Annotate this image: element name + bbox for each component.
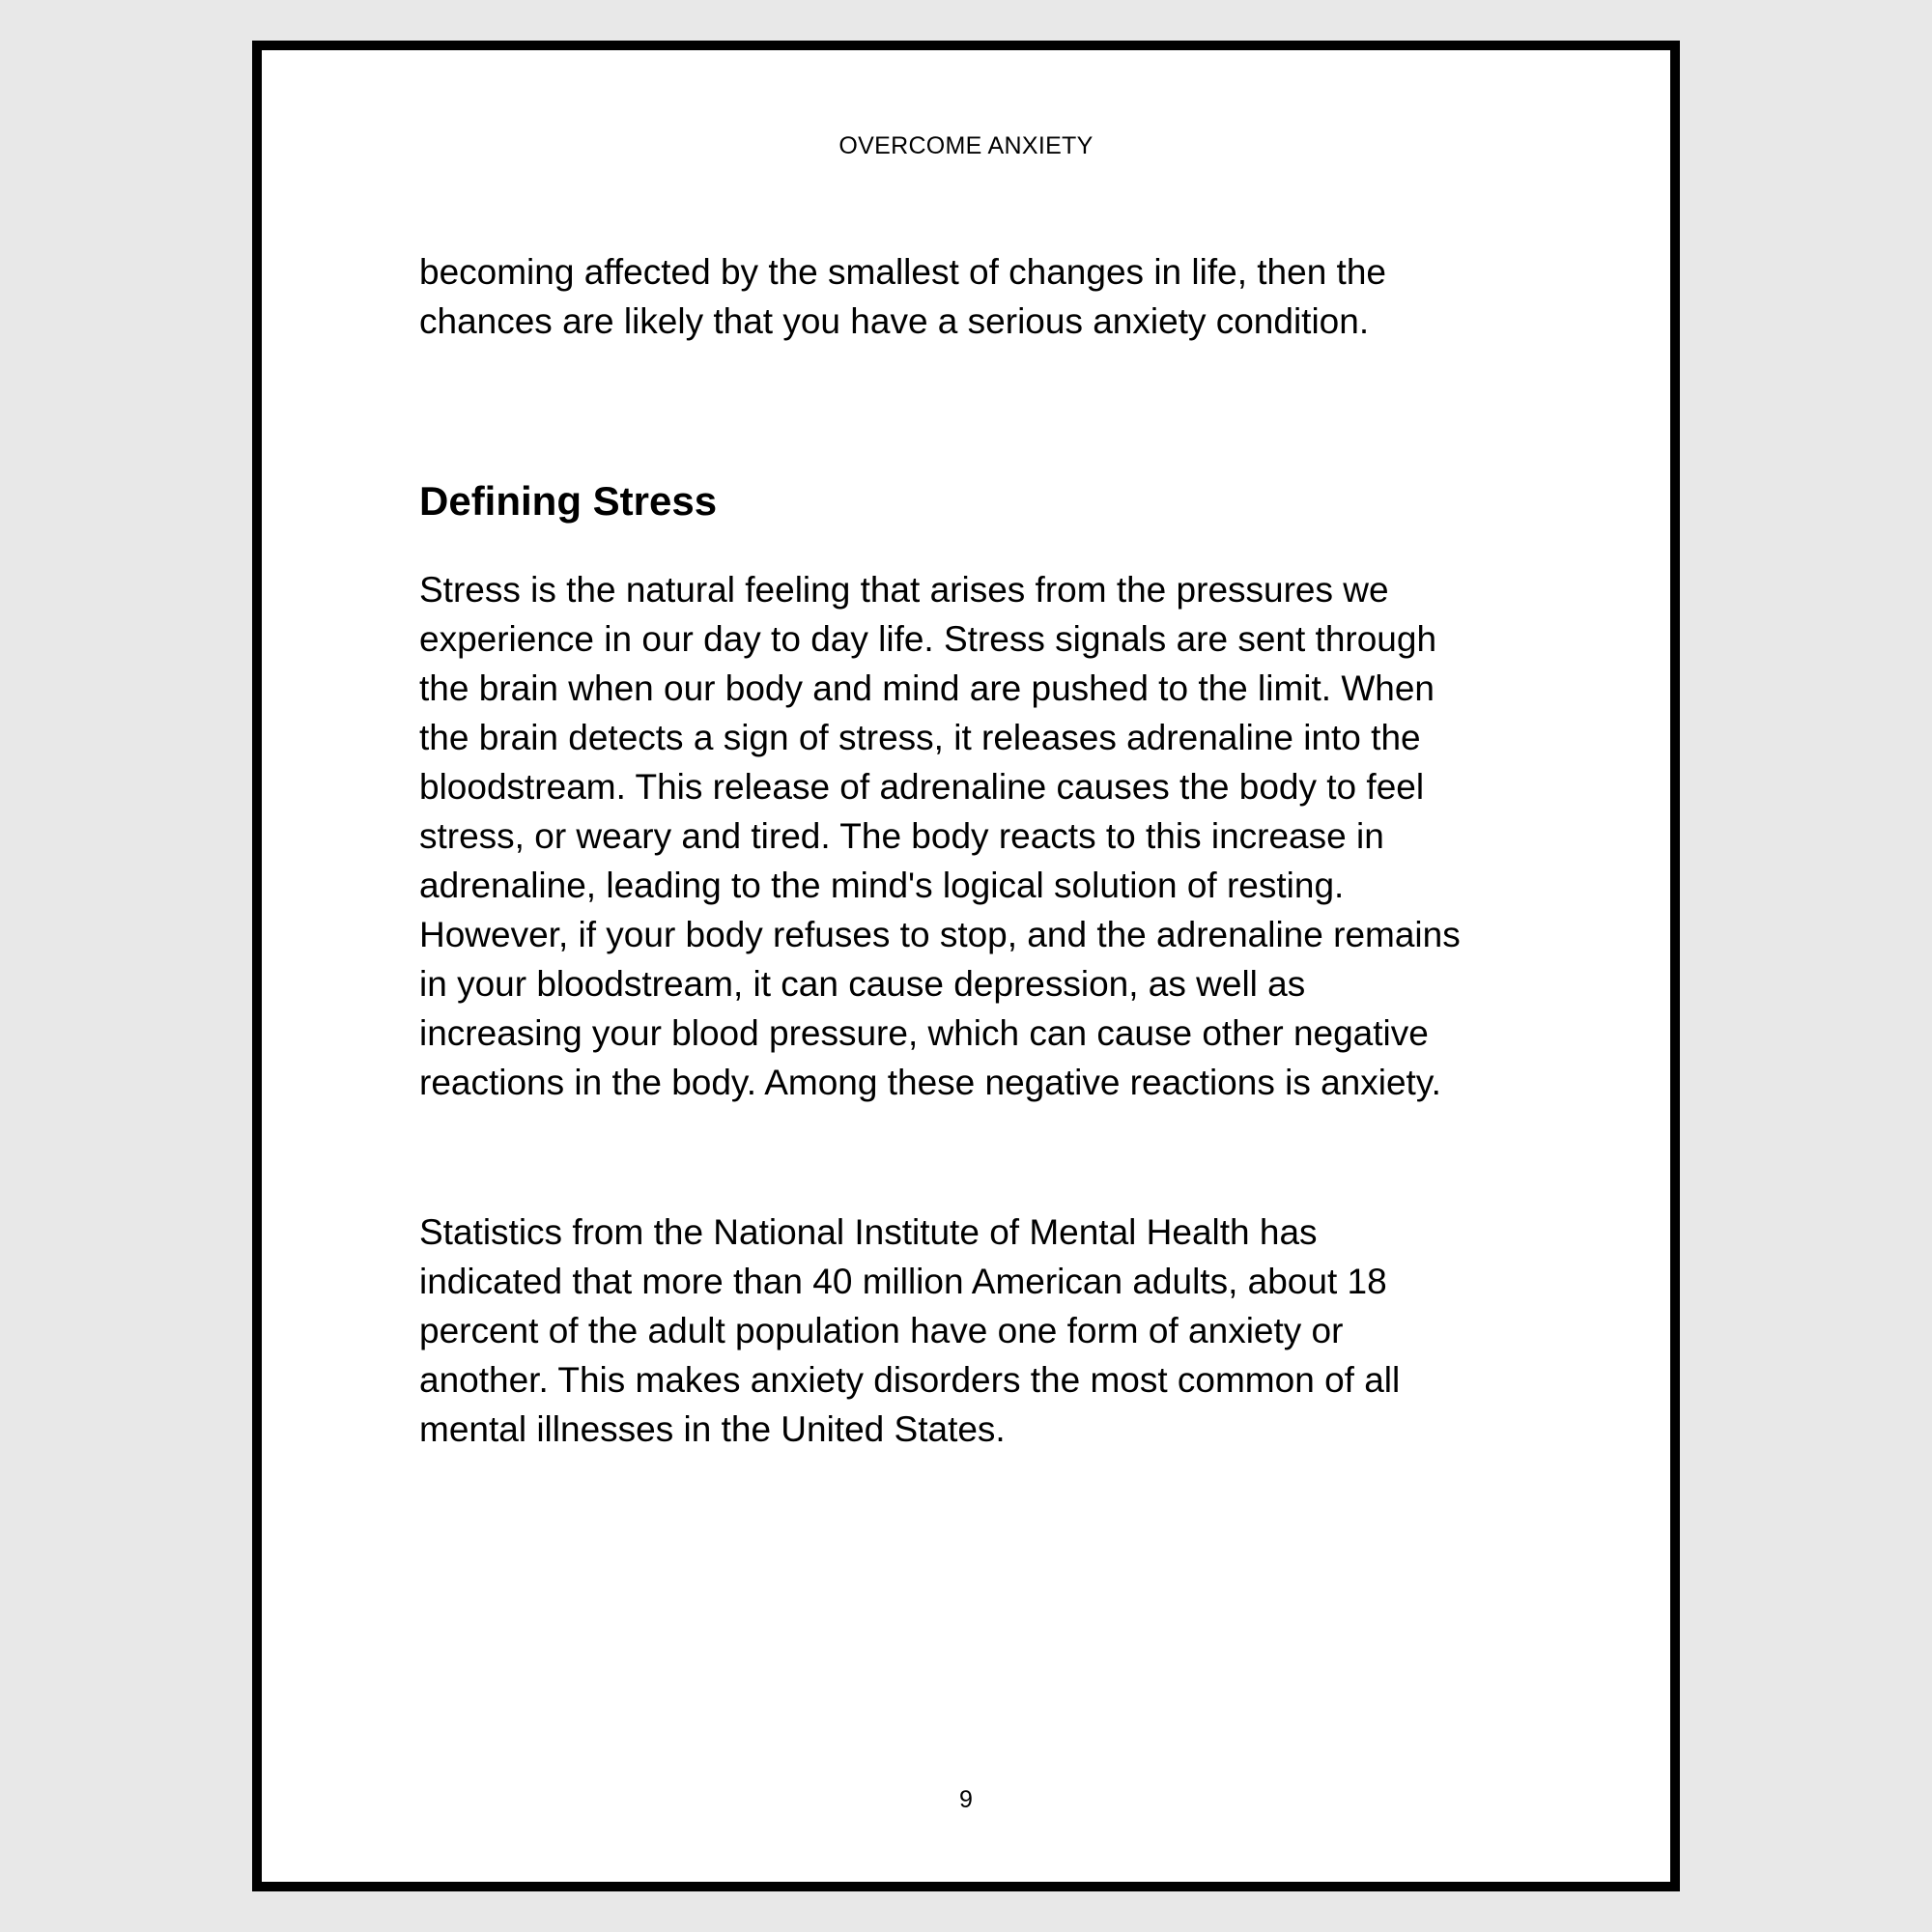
text-line: in your bloodstream, it can cause depression, as well as bbox=[419, 964, 1306, 1004]
body-paragraph-statistics bbox=[419, 1208, 1530, 1454]
text-line: chances are likely that you have a serious anxiety condition. bbox=[419, 301, 1370, 341]
text-line: experience in our day to day life. Stress signals are sent through bbox=[419, 619, 1437, 659]
text-line: adrenaline, leading to the mind's logical solution of resting. bbox=[419, 866, 1345, 905]
text-line: reactions in the body. Among these negative reactions is anxiety. bbox=[419, 1063, 1441, 1102]
document-page bbox=[252, 41, 1680, 1891]
text-line: stress, or weary and tired. The body reacts to this increase in bbox=[419, 816, 1384, 856]
text-line: becoming affected by the smallest of changes in life, then the bbox=[419, 252, 1386, 292]
text-line: increasing your blood pressure, which can cause other negative bbox=[419, 1013, 1429, 1053]
page-number: 9 bbox=[959, 1786, 973, 1813]
text-line: the brain when our body and mind are pushed to the limit. When bbox=[419, 668, 1435, 708]
text-line: another. This makes anxiety disorders the most common of all bbox=[419, 1360, 1401, 1400]
running-header: OVERCOME ANXIETY bbox=[838, 132, 1094, 159]
body-paragraph-stress bbox=[419, 565, 1530, 1107]
intro-paragraph bbox=[419, 247, 1530, 346]
section-heading: Defining Stress bbox=[419, 478, 718, 524]
text-line: bloodstream. This release of adrenaline causes the body to feel bbox=[419, 767, 1425, 807]
text-line: However, if your body refuses to stop, and the adrenaline remains bbox=[419, 915, 1461, 954]
text-line: indicated that more than 40 million American adults, about 18 bbox=[419, 1262, 1387, 1301]
text-line: mental illnesses in the United States. bbox=[419, 1409, 1006, 1449]
text-line: Statistics from the National Institute of Mental Health has bbox=[419, 1212, 1318, 1252]
text-line: the brain detects a sign of stress, it releases adrenaline into the bbox=[419, 718, 1421, 757]
text-line: percent of the adult population have one form of anxiety or bbox=[419, 1311, 1344, 1350]
text-line: Stress is the natural feeling that arises from the pressures we bbox=[419, 570, 1389, 610]
page-content bbox=[419, 247, 1530, 1454]
